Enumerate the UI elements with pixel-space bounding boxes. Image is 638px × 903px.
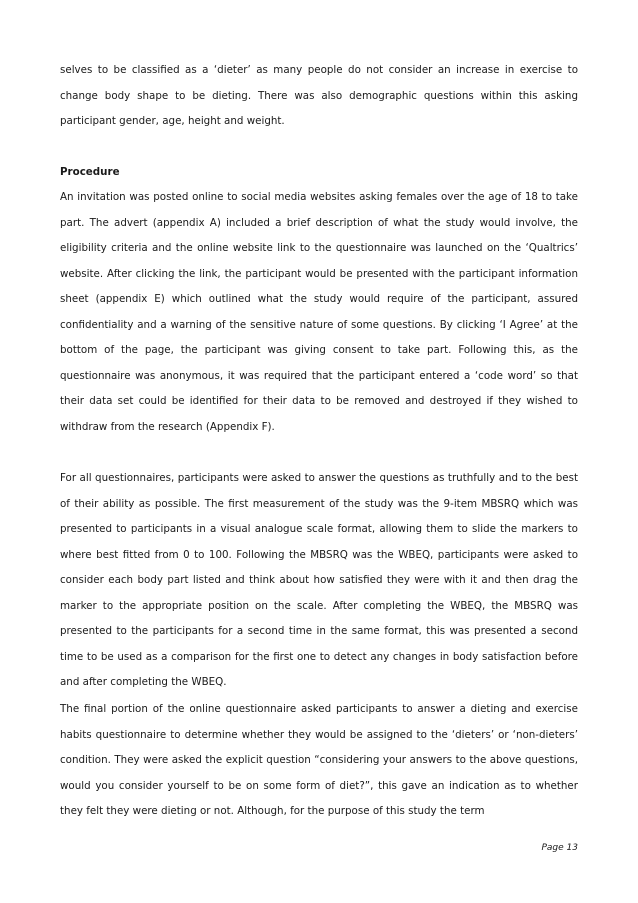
page-number: Page 13 — [541, 843, 578, 853]
paragraph-questionnaires: For all questionnaires, participants were asked to answer the questions as truthfully and to the best of their ability as possible. The first measurement of the study was the 9-item MBSRQ which was presented to participants in a visual analogue scale format, allowing them to slide the markers to where best fitted from 0 to 100. Following the MBSRQ was the WBEQ, participants were asked to consider each body part listed and think about how satisfied they were with it and then drag the marker to the appropriate position on the scale. After completing the WBEQ, the MBSRQ was presented to the participants for a second time in the same format, this was presented a second time to be used as a comparison for the first one to detect any changes in body satisfaction before and after completing the WBEQ. — [60, 472, 578, 688]
paragraph-procedure-intro: An invitation was posted online to social media websites asking females over the age of 18 to take part. The advert (appendix A) included a brief description of what the study would involve, the eligibility criteria and the online website link to the questionnaire was launched on the ‘Qualtrics’ website. After clicking the link, the participant would be presented with the participant information sheet (appendix E) which outlined what the study would require of the participant, assured confidentiality and a warning of the sensitive nature of some questions. By clicking ‘I Agree’ at the bottom of the page, the participant was giving consent to take part. Following this, as the questionnaire was anonymous, it was required that the participant entered a ‘code word’ so that their data set could be identified for their data to be removed and destroyed if they wished to withdraw from the research (Appendix F). — [60, 191, 578, 433]
paragraph-continuation: selves to be classified as a ‘dieter’ as many people do not consider an increase in exercise to change body shape to be dieting. There was also demographic questions within this asking participant gender, age, height and weight. — [60, 64, 578, 127]
section-heading-procedure: Procedure — [60, 166, 120, 178]
paragraph-final-portion: The final portion of the online questionnaire asked participants to answer a dieting and exercise habits questionnaire to determine whether they would be assigned to the ‘dieters’ or ‘non-dieters’ condition. They were asked the explicit question “considering your answers to the above questions, would you consider yourself to be on some form of diet?”, this gave an indication as to whether they felt they were dieting or not. Although, for the purpose of this study the term — [60, 703, 578, 817]
